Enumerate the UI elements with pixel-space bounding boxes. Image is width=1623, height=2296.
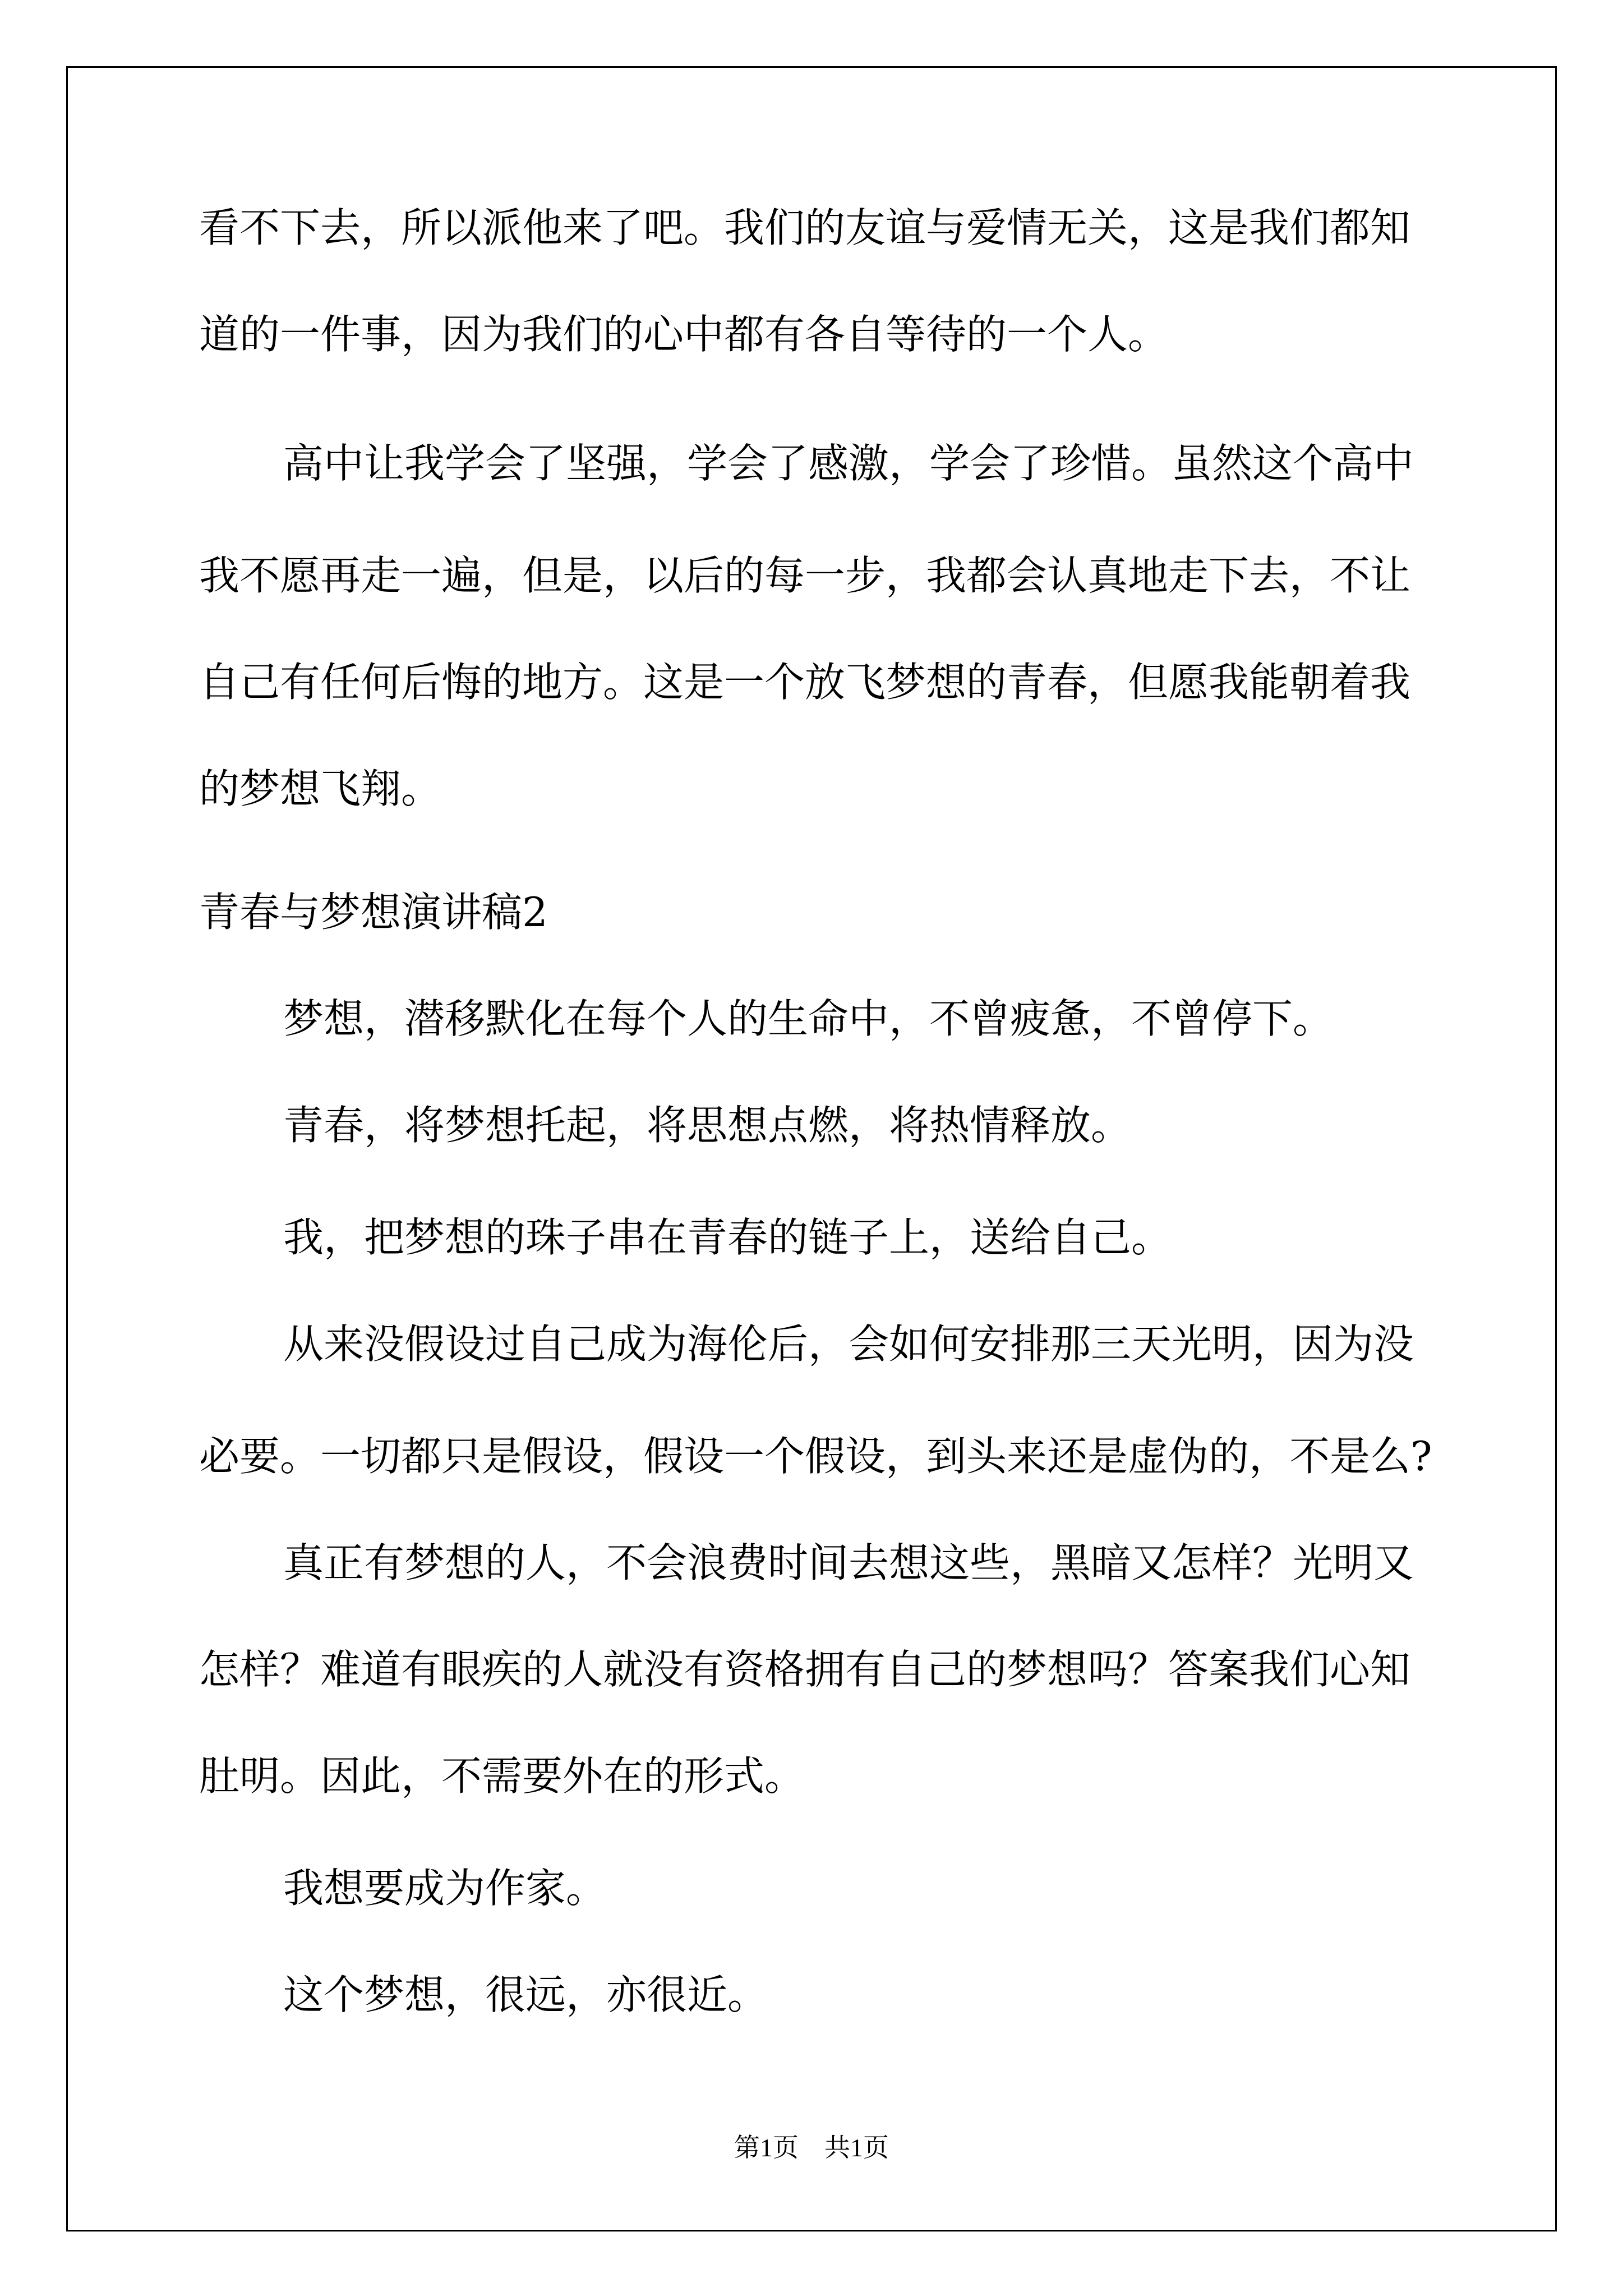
text-line: 自己有任何后悔的地方。这是一个放飞梦想的青春，但愿我能朝着我: [199, 659, 1411, 706]
text-line: 从来没假设过自己成为海伦后，会如何安排那三天光明，因为没: [283, 1320, 1414, 1368]
text-line: 必要。一切都只是假设，假设一个假设，到头来还是虚伪的，不是么?: [199, 1433, 1432, 1480]
text-line: 青春，将梦想托起，将思想点燃，将热情释放。: [283, 1102, 1132, 1149]
text-line: 我，把梦想的珠子串在青春的链子上，送给自己。: [283, 1214, 1172, 1261]
text-line: 真正有梦想的人，不会浪费时间去想这些，黑暗又怎样？光明又: [283, 1539, 1414, 1586]
text-line: 我不愿再走一遍，但是，以后的每一步，我都会认真地走下去，不让: [199, 552, 1411, 599]
text-line: 道的一件事，因为我们的心中都有各自等待的一个人。: [199, 311, 1169, 358]
text-line: 高中让我学会了坚强，学会了感激，学会了珍惜。虽然这个高中: [283, 440, 1414, 487]
text-line: 看不下去，所以派他来了吧。我们的友谊与爱情无关，这是我们都知: [199, 204, 1411, 251]
text-line: 我想要成为作家。: [283, 1865, 607, 1912]
page-number-footer: 第1页 共1页: [734, 2133, 889, 2162]
section-heading: 青春与梦想演讲稿2: [199, 889, 548, 936]
text-line: 梦想，潜移默化在每个人的生命中，不曾疲惫，不曾停下。: [283, 995, 1334, 1042]
text-line: 怎样？难道有眼疾的人就没有资格拥有自己的梦想吗？答案我们心知: [199, 1646, 1411, 1693]
text-line: 这个梦想，很远，亦很近。: [283, 1971, 768, 2018]
text-line: 的梦想飞翔。: [199, 765, 442, 812]
text-line: 肚明。因此，不需要外在的形式。: [199, 1752, 805, 1800]
